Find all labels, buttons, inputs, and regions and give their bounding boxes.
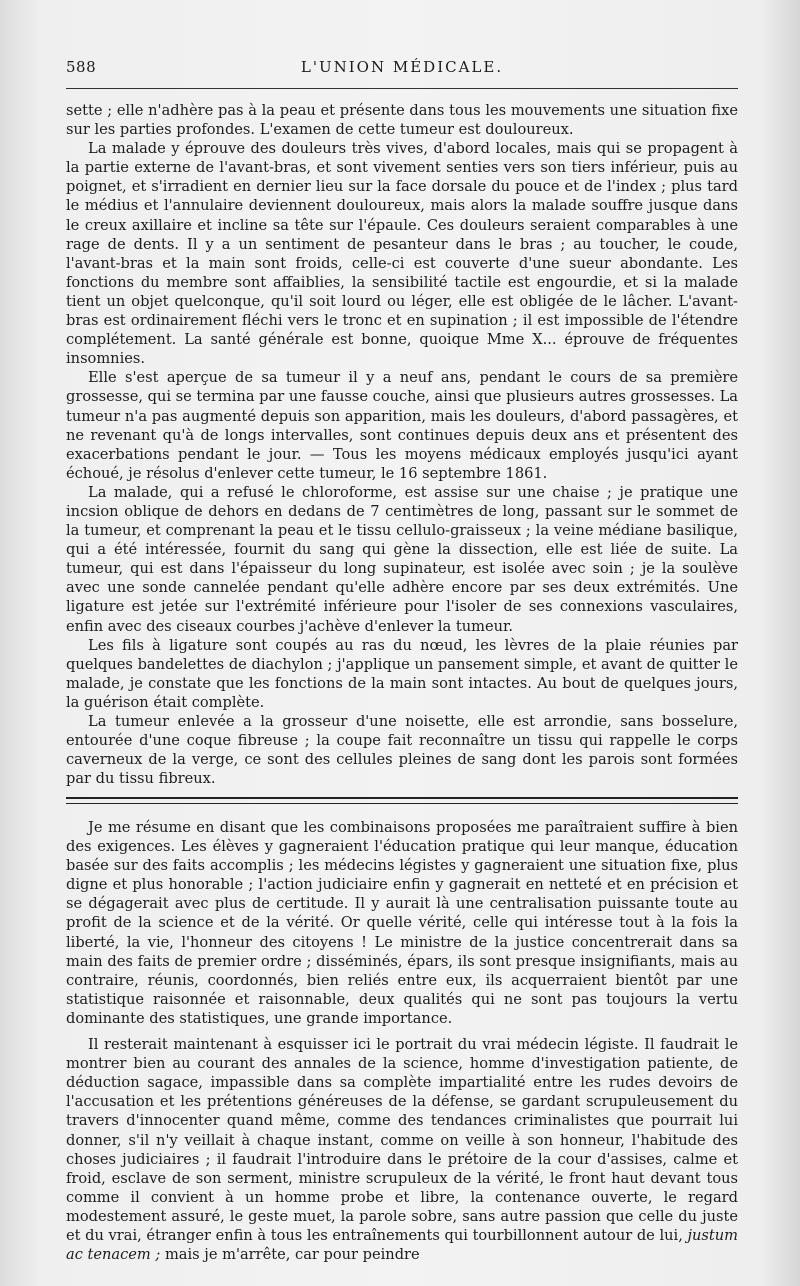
case-report-section xyxy=(66,101,738,788)
paragraph: Je me résume en disant que les combinaisons proposées me paraîtraient suffire à bien des exigences. Les élèves y gagneraient l'éducation pratique qui leur manque, éducation basée sur des faits accomplis ; les médecins légistes y gagneraient une situation fixe, plus digne et plus honorable ; l'action judiciaire enfin y gagnerait en netteté et en précision et se dégagerait avec plus de certitude. Il y aurait là une centralisation puissante toute au profit de la science et de la vérité. Or quelle vérité, celle qui intéresse tout à la fois la liberté, la vie, l'honneur des citoyens ! Le ministre de la justice concentrerait dans sa main des faits de premier ordre ; disséminés, épars, ils sont presque insignifiants, mais au contraire, réunis, coordonnés, bien reliés entre eux, ils acquerraient bientôt par une statistique raisonnée et raisonnable, deux qualités qui ne sont pas toujours la vertu dominante des statistiques, une grande importance. xyxy=(66,819,738,1027)
paragraph-last xyxy=(66,1035,738,1264)
page-number: 588 xyxy=(66,58,97,76)
running-title: L'UNION MÉDICALE. xyxy=(300,58,504,76)
paragraph: La malade y éprouve des douleurs très vives, d'abord locales, mais qui se propagent à la partie externe de l'avant-bras, et sont vivement senties vers son tiers inférieur, puis au poignet, et s'irradient en dernier lieu sur la face dorsale du pouce et de l'index ; plus tard le médius et l'annulaire deviennent douloureux, mais alors la malade souffre jusque dans le creux axillaire et incline sa tête sur l'épaule. Ces douleurs seraient comparables à une rage de dents. Il y a un sentiment de pesanteur dans le bras ; au toucher, le coude, l'avant-bras et la main sont froids, celle-ci est couverte d'une sueur abondante. Les fonctions du membre sont affaiblies, la sensibilité tactile est engourdie, et si la malade tient un objet quelconque, qu'il soit lourd ou léger, elle est obligée de le lâcher. L'avant-bras est ordinairement fléchi vers le tronc et en supination ; il est impossible de l'étendre complétement. La santé générale est bonne, quoique Mme X... éprouve de fréquentes insomnies. xyxy=(66,140,738,368)
header-rule xyxy=(66,88,738,89)
page-header xyxy=(66,58,738,82)
paragraph-text: Il resterait maintenant à esquisser ici le portrait du vrai médecin légiste. Il faudrait le montrer bien au courant des annales de la science, homme d'investigation patiente, de déduction sagace, impassible dans sa complète impartialité entre les rudes devoirs de l'accusation et les prétentions généreuses de la défense, se gardant scrupuleusement du travers d'innocenter quand même, comme des tendances criminalistes que pourrait lui donner, s'il n'y veillait à chaque instant, comme on veille à son honneur, l'habitude des choses judiciaires ; il faudrait l'introduire dans le prétoire de la cour d'assises, calme et froid, esclave de son serment, ministre scrupuleux de la vérité, le front haut devant tous comme il convient à un homme probe et libre, la contenance ouverte, le regard modestement assuré, le geste muet, la parole sobre, sans autre passion que celle du juste et du vrai, étranger enfin à tous les entraînements qui tourbillonnent autour de lui, xyxy=(66,1036,738,1244)
trailing-text: mais je m'arrête, car pour peindre xyxy=(164,1246,420,1264)
paragraph: Elle s'est aperçue de sa tumeur il y a neuf ans, pendant le cours de sa première grossesse, qui se termina par une fausse couche, ainsi que plusieurs autres grossesses. La tumeur n'a pas augmenté depuis son apparition, mais les douleurs, d'abord passagères, et ne revenant qu'à de longs intervalles, sont continues depuis deux ans et présentent des exacerbations pendant le jour. — Tous les moyens médicaux employés jusqu'ici ayant échoué, je résolus d'enlever cette tumeur, le 16 septembre 1861. xyxy=(66,369,738,482)
paragraph: La malade, qui a refusé le chloroforme, est assise sur une chaise ; je pratique une incsion oblique de dehors en dedans de 7 centimètres de long, passant sur le sommet de la tumeur, et comprenant la peau et le tissu cellulo-graisseux ; la veine médiane basilique, qui a été intéressée, fournit du sang qui gène la dissection, elle est liée de suite. La tumeur, qui est dans l'épaisseur du long supinateur, est isolée avec soin ; je la soulève avec une sonde cannelée pendant qu'elle adhère encore par ses deux extrémités. Une ligature est jetée sur l'extrémité inférieure pour l'isoler de ses connexions vasculaires, enfin avec des ciseaux courbes j'achève d'enlever la tumeur. xyxy=(66,483,738,635)
paragraph: La tumeur enlevée a la grosseur d'une noisette, elle est arrondie, sans bosselure, entourée d'une coque fibreuse ; la coupe fait reconnaître un tissu qui rappelle le corps caverneux de la verge, ce sont des cellules pleines de sang dont les parois sont formées par du tissu fibreux. xyxy=(66,713,738,788)
forensic-medicine-section xyxy=(66,818,738,1264)
paragraph: sette ; elle n'adhère pas à la peau et présente dans tous les mouvements une situation fixe sur les parties profondes. L'examen de cette tumeur est douloureux. xyxy=(66,102,738,139)
latin-phrase: justum ac tenacem ; xyxy=(66,1226,739,1264)
section-divider xyxy=(66,797,738,804)
paragraph: Les fils à ligature sont coupés au ras du nœud, les lèvres de la plaie réunies par quelques bandelettes de diachylon ; j'applique un pansement simple, et avant de quitter le malade, je constate que les fonctions de la main sont intactes. Au bout de quelques jours, la guérison était complète. xyxy=(66,636,738,711)
